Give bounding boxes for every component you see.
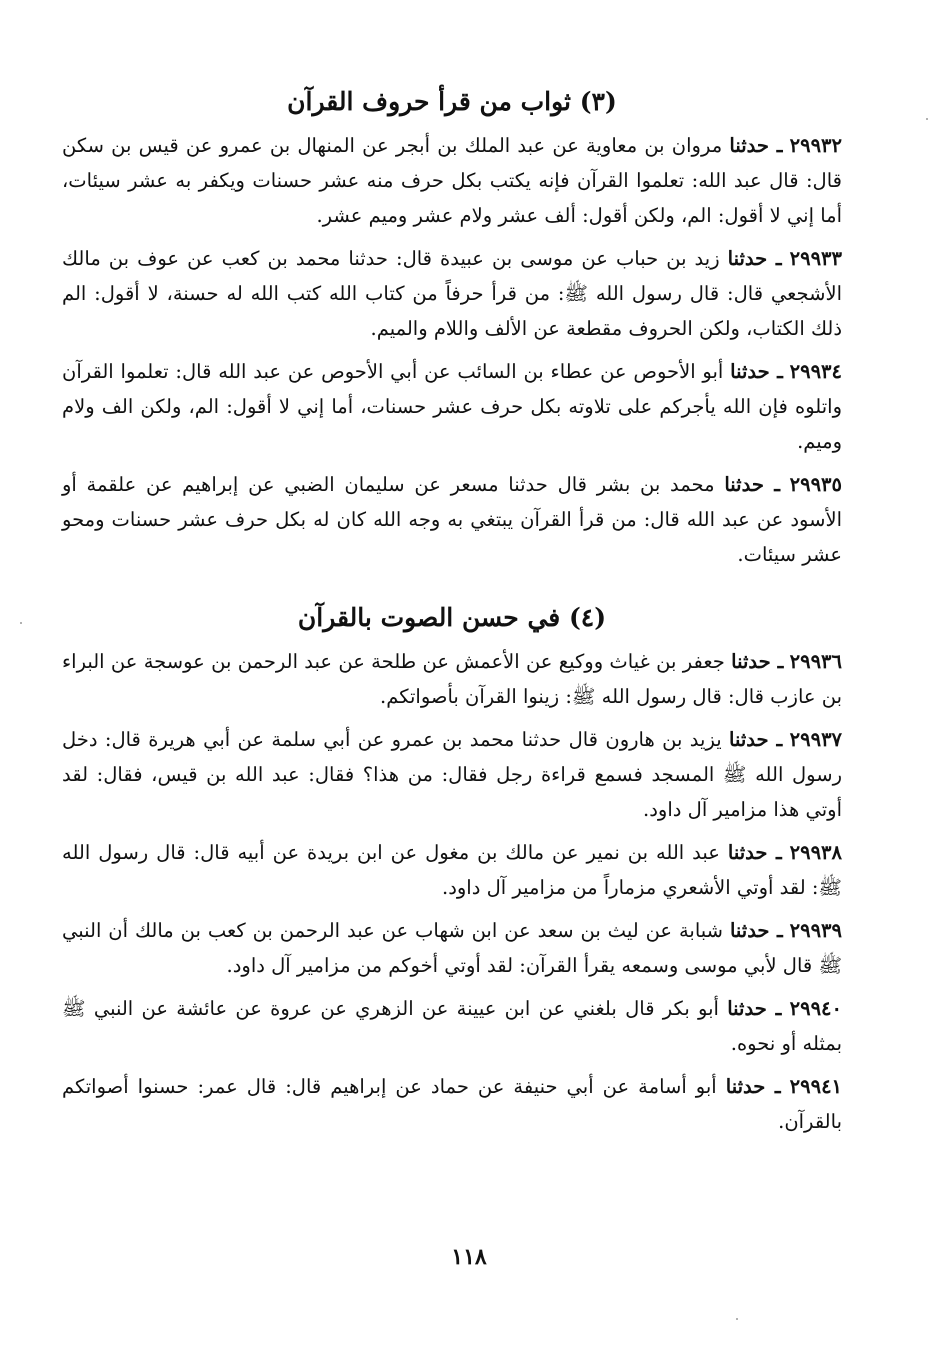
hadith-entry <box>62 1069 842 1139</box>
hadith-number: ٢٩٩٣٤ <box>789 360 842 383</box>
hadith-text: جعفر بن غياث ووكيع عن الأعمش عن طلحة عن عبد الرحمن بن عوسجة عن البراء بن عازب قال: قال رسول الله ﷺ: زينوا القرآن بأصواتكم. <box>62 650 842 708</box>
section-title: (٤) في حسن الصوت بالقرآن <box>297 603 607 632</box>
scan-speck <box>20 622 22 624</box>
hadith-intro: ـ حدثنا <box>729 728 783 751</box>
hadith-intro: ـ حدثنا <box>729 919 783 942</box>
hadith-entry <box>62 354 842 459</box>
book-page <box>62 82 842 1139</box>
hadith-intro: ـ حدثنا <box>730 360 783 383</box>
hadith-number: ٢٩٩٣٩ <box>789 919 842 942</box>
hadith-intro: ـ حدثنا <box>727 997 782 1020</box>
hadith-number: ٢٩٩٣٨ <box>789 841 843 864</box>
hadith-text: مروان بن معاوية عن عبد الملك بن أبجر عن المنهال بن عمرو عن قيس بن سكن قال: قال عبد الله: تعلموا القرآن فإنه يكتب بكل حرف منه عشر حسنات ويكفر به عشر سيئات، أما إني لا أقول: الم، ولكن أقول: ألف عشر ولام عشر وميم عشر. <box>62 134 842 227</box>
hadith-entry <box>62 835 842 905</box>
hadith-text: يزيد بن هارون قال حدثنا محمد بن عمرو عن أبي سلمة عن أبي هريرة قال: دخل رسول الله ﷺ المسجد فسمع قراءة رجل فقال: من هذا؟ فقال: عبد الله بن قيس، فقال: لقد أوتي هذا مزامير آل داود. <box>62 728 842 821</box>
hadith-text: أبو أسامة عن أبي حنيفة عن حماد عن إبراهيم قال: قال عمر: حسنوا أصواتكم بالقرآن. <box>62 1075 842 1133</box>
hadith-intro: ـ حدثنا <box>725 1075 781 1098</box>
hadith-text: شبابة عن ليث بن سعد عن ابن شهاب عن عبد الرحمن بن كعب بن مالك أن النبي ﷺ قال لأبي موسى وسمعه يقرأ القرآن: لقد أوتي أخوكم من مزامير آل داود. <box>62 919 842 977</box>
hadith-entry <box>62 644 842 714</box>
hadith-entry <box>62 722 842 827</box>
hadith-entry <box>62 991 842 1061</box>
hadith-entry <box>62 913 842 983</box>
scan-speck <box>926 118 928 120</box>
hadith-entry <box>62 128 842 233</box>
hadith-intro: ـ حدثنا <box>731 650 784 673</box>
section-title: (٣) ثواب من قرأ حروف القرآن <box>287 87 617 116</box>
page-number: ١١٨ <box>451 1244 487 1270</box>
hadith-text: أبو بكر قال بلغني عن ابن عيينة عن الزهري عن عروة عن عائشة عن النبي ﷺ بمثله أو نحوه. <box>62 997 842 1055</box>
hadith-number: ٢٩٩٣٢ <box>789 134 842 157</box>
hadith-text: زيد بن حباب عن موسى بن عبيدة قال: حدثنا محمد بن كعب عن عوف بن مالك الأشجعي قال: قال رسول الله ﷺ: من قرأ حرفاً من كتاب الله كتب الله له حسنة، لا أقول: الم ذلك الكتاب، ولكن الحروف مقطعة عن الألف واللام والميم. <box>62 247 842 340</box>
scan-speck <box>736 1318 738 1320</box>
hadith-text: أبو الأحوص عن عطاء بن السائب عن أبي الأحوص عن عبد الله قال: تعلموا القرآن واتلوه فإن الله يأجركم على تلاوته بكل حرف عشر حسنات، أما إني لا أقول: الم، ولكن الف ولام وميم. <box>62 360 842 453</box>
hadith-intro: ـ حدثنا <box>727 841 782 864</box>
hadith-intro: ـ حدثنا <box>724 473 780 496</box>
hadith-number: ٢٩٩٣٥ <box>789 473 843 496</box>
hadith-text: عبد الله بن نمير عن مالك بن مغول عن ابن بريدة عن أبيه قال: قال رسول الله ﷺ: لقد أوتي الأشعري مزماراً من مزامير آل داود. <box>62 841 842 899</box>
hadith-intro: ـ حدثنا <box>727 247 782 270</box>
hadith-entry <box>62 241 842 346</box>
hadith-number: ٢٩٩٤١ <box>789 1075 843 1098</box>
hadith-number: ٢٩٩٣٣ <box>789 247 842 270</box>
hadith-number: ٢٩٩٣٦ <box>789 650 843 673</box>
hadith-entry <box>62 467 842 572</box>
hadith-intro: ـ حدثنا <box>729 134 783 157</box>
hadith-text: محمد بن بشر قال حدثنا مسعر عن سليمان الضبي عن إبراهيم عن علقمة أو الأسود عن عبد الله قال: من قرأ القرآن يبتغي به وجه الله كان له بكل حرف عشر حسنات ومحو عشر سيئات. <box>62 473 842 566</box>
hadith-number: ٢٩٩٣٧ <box>789 728 843 751</box>
hadith-number: ٢٩٩٤٠ <box>789 997 843 1020</box>
